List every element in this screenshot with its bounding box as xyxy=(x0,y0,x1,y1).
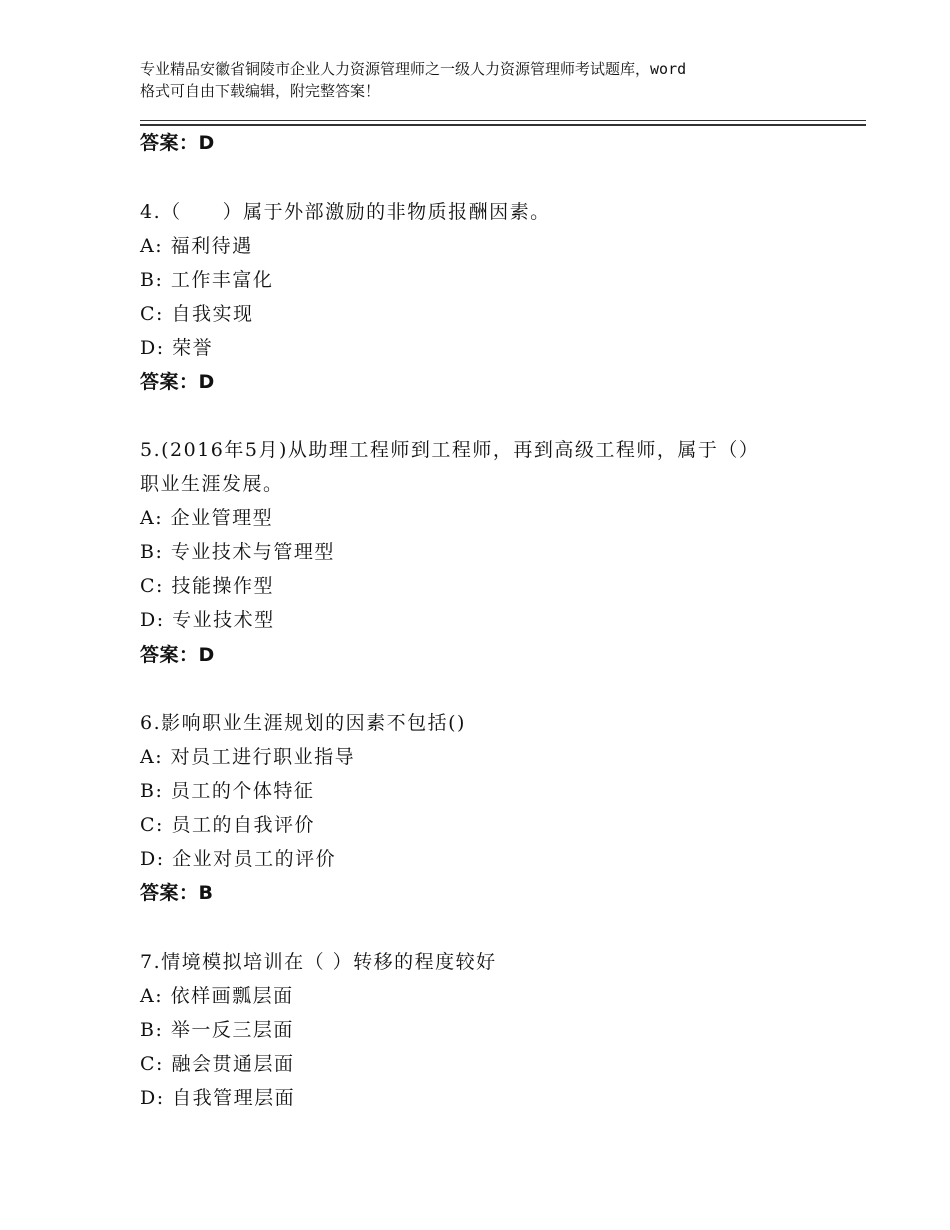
option-b: B: 工作丰富化 xyxy=(140,269,274,291)
option-c: C: 员工的自我评价 xyxy=(140,814,315,836)
answer: 答案：D xyxy=(140,644,215,666)
option-d: D: 企业对员工的评价 xyxy=(140,848,337,870)
question-stem-line-1: 5.(2016年5月)从助理工程师到工程师，再到高级工程师，属于（） xyxy=(140,439,760,461)
answer: 答案：B xyxy=(140,882,214,904)
option-d: D: 自我管理层面 xyxy=(140,1087,296,1109)
question-stem: 7.情境模拟培训在（ ）转移的程度较好 xyxy=(140,951,497,973)
document-header xyxy=(140,58,840,102)
question-stem: 4.（ ）属于外部激励的非物质报酬因素。 xyxy=(140,201,551,223)
option-c: C: 融会贯通层面 xyxy=(140,1053,295,1075)
question-stem-line-2: 职业生涯发展。 xyxy=(140,473,284,495)
option-a: A: 依样画瓢层面 xyxy=(140,985,294,1007)
header-rule-thin xyxy=(140,120,866,121)
question-stem: 6.影响职业生涯规划的因素不包括() xyxy=(140,712,466,734)
header-rule-thick xyxy=(140,124,866,126)
option-b: B: 举一反三层面 xyxy=(140,1019,294,1041)
option-c: C: 技能操作型 xyxy=(140,575,274,597)
answer: 答案：D xyxy=(140,371,215,393)
option-d: D: 专业技术型 xyxy=(140,609,275,631)
header-title-line-2: 格式可自由下载编辑，附完整答案！ xyxy=(140,82,381,100)
option-c: C: 自我实现 xyxy=(140,303,254,325)
option-a: A: 对员工进行职业指导 xyxy=(140,746,356,768)
option-d: D: 荣誉 xyxy=(140,337,214,359)
previous-answer: 答案：D xyxy=(140,132,215,154)
option-b: B: 员工的个体特征 xyxy=(140,780,315,802)
option-a: A: 企业管理型 xyxy=(140,507,274,529)
option-a: A: 福利待遇 xyxy=(140,235,253,257)
option-b: B: 专业技术与管理型 xyxy=(140,541,335,563)
header-title-line-1: 专业精品安徽省铜陵市企业人力资源管理师之一级人力资源管理师考试题库，word xyxy=(140,60,687,78)
